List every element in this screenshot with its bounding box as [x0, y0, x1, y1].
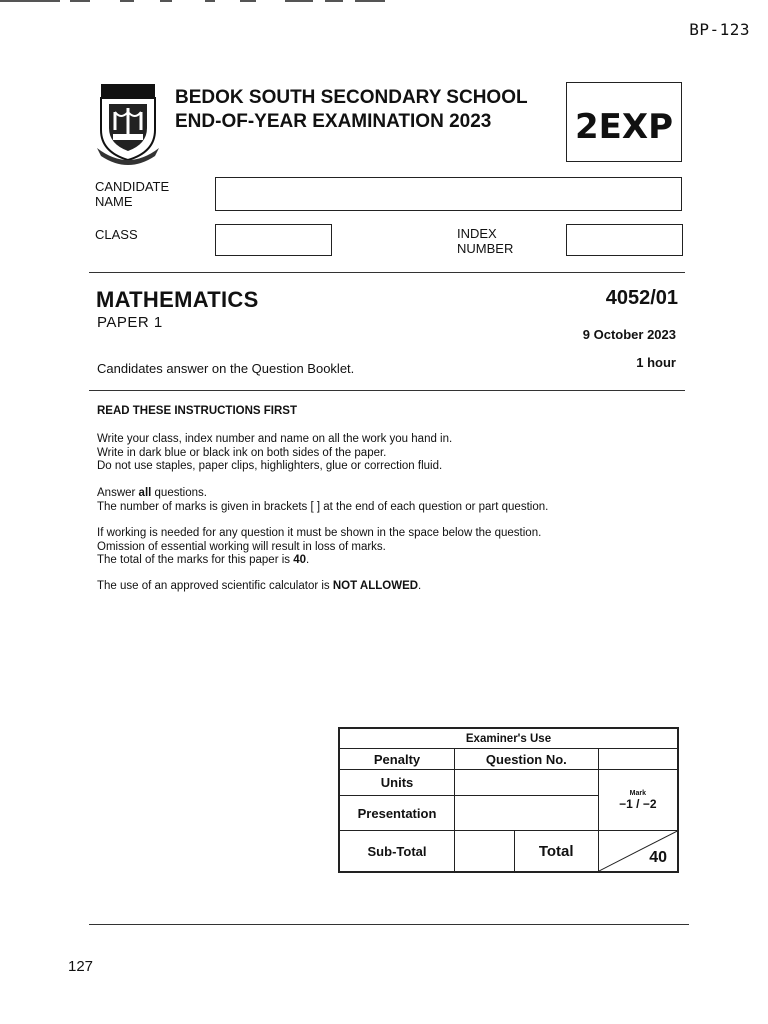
instruction-line: Omission of essential working will result in loss of marks.: [97, 540, 386, 553]
examiners-use-table: [338, 727, 679, 873]
answer-note: Candidates answer on the Question Booklet.: [97, 361, 355, 376]
instruction-line: Write your class, index number and name on all the work you hand in.: [97, 433, 453, 445]
paper-code: 4052/01: [605, 287, 678, 309]
penalty-blank-cell: [598, 749, 678, 770]
index-number-label-line2: NUMBER: [457, 241, 514, 256]
subtotal-entry-cell[interactable]: [455, 831, 515, 873]
mark-label: Mark: [629, 789, 646, 797]
presentation-entry-cell[interactable]: [455, 796, 599, 831]
mark-cell: [598, 770, 678, 831]
exam-duration: 1 hour: [636, 355, 676, 370]
candidate-name-field[interactable]: [215, 177, 682, 211]
examiners-use-title: Examiner's Use: [339, 728, 678, 749]
presentation-label: Presentation: [339, 796, 455, 831]
reference-code: BP-123: [689, 20, 750, 39]
level-code: 2EXP: [574, 107, 673, 147]
instruction-line: Write in dark blue or black ink on both sides of the paper.: [97, 446, 387, 459]
scan-artifact-marks: [0, 0, 400, 8]
level-box: [566, 82, 682, 162]
divider-bottom: [89, 924, 689, 925]
subject-title: MATHEMATICS: [96, 287, 259, 312]
total-marks-value: 40: [649, 849, 667, 866]
school-crest-logo: [95, 82, 161, 168]
subtotal-label: Sub-Total: [339, 831, 455, 873]
mark-deduction: −1 / −2: [619, 796, 657, 811]
instruction-line: The number of marks is given in brackets [ ] at the end of each question or part question.: [97, 500, 549, 513]
instruction-line: The total of the marks for this paper is 40.: [97, 554, 310, 566]
divider-middle: [89, 390, 685, 391]
class-field[interactable]: [215, 224, 332, 256]
instruction-line: Answer all questions.: [97, 487, 207, 499]
candidate-name-label-line2: NAME: [95, 194, 133, 209]
instructions-block-2: [97, 487, 657, 514]
index-number-label-line1: INDEX: [457, 226, 497, 241]
exam-title: END-OF-YEAR EXAMINATION 2023: [175, 111, 492, 132]
index-number-field[interactable]: [566, 224, 683, 256]
instruction-line: Do not use staples, paper clips, highlighters, glue or correction fluid.: [97, 460, 443, 472]
divider-top: [89, 272, 685, 273]
total-label: Total: [514, 831, 598, 873]
units-label: Units: [339, 770, 455, 796]
instructions-block-1: [97, 433, 657, 474]
page-number: 127: [68, 958, 94, 975]
exam-date: 9 October 2023: [582, 327, 676, 342]
instructions-block-3: [97, 527, 657, 568]
units-entry-cell[interactable]: [455, 770, 599, 796]
class-label: CLASS: [95, 227, 138, 242]
instructions-block-4: [97, 580, 657, 594]
question-no-label: Question No.: [455, 749, 599, 770]
instruction-line: If working is needed for any question it must be shown in the space below the question.: [97, 527, 542, 539]
instructions-heading: READ THESE INSTRUCTIONS FIRST: [97, 405, 297, 417]
penalty-label: Penalty: [339, 749, 455, 770]
candidate-name-label-line1: CANDIDATE: [95, 179, 170, 194]
school-name: BEDOK SOUTH SECONDARY SCHOOL: [175, 87, 528, 108]
total-marks-cell: [598, 831, 678, 873]
paper-number: PAPER 1: [97, 314, 163, 331]
instruction-line: The use of an approved scientific calculator is NOT ALLOWED.: [97, 580, 422, 592]
candidate-name-label: [95, 179, 169, 209]
index-number-label: [457, 226, 513, 256]
